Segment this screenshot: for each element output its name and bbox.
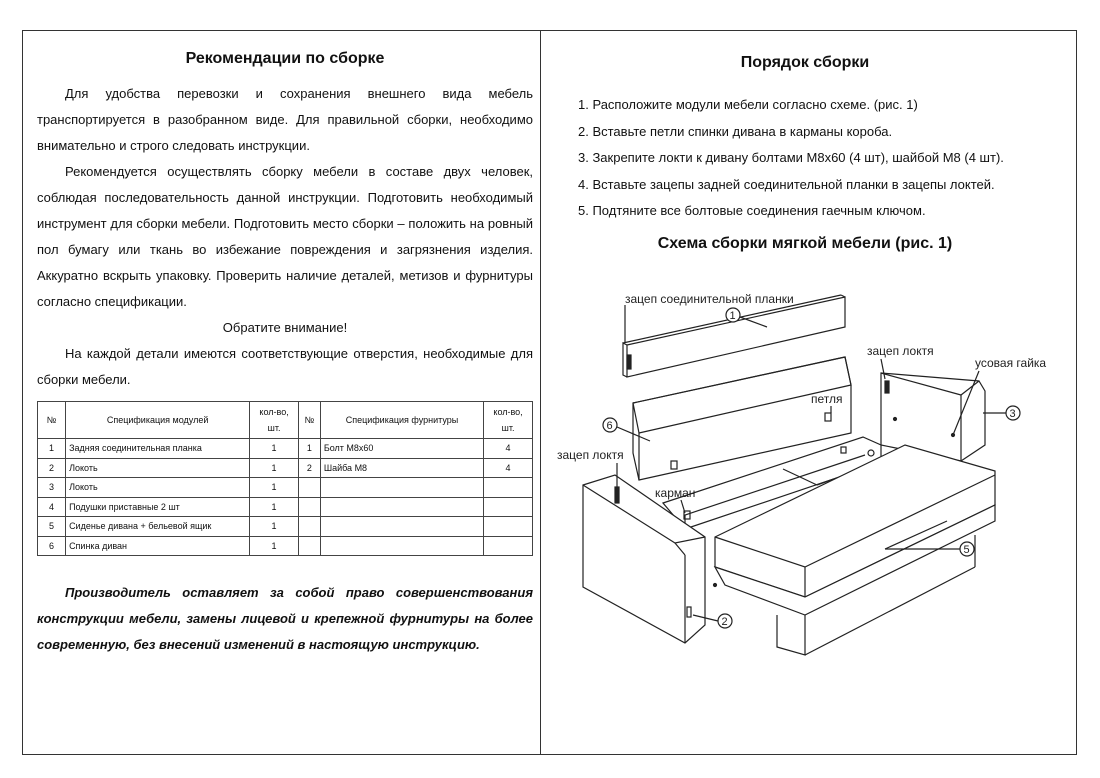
table-row [38,497,533,517]
specification-table [37,401,533,556]
nut-label: усовая гайка [975,356,1047,370]
table-cell: 1 [250,439,299,459]
right-armrest-part [881,373,985,461]
table-cell [320,536,483,556]
list-item: 5. Подтяните все болтовые соединения гаечным ключом. [578,203,926,218]
list-item: 4. Вставьте зацепы задней соединительной планки в зацепы локтей. [578,176,995,192]
callout-number: 5 [963,544,970,556]
assembly-scheme-title: Схема сборки мягкой мебели (рис. 1) [657,234,953,252]
table-cell [299,517,321,537]
attention-heading: Обратите внимание! [222,320,348,335]
table-cell [299,497,321,517]
callout-number: 3 [1009,408,1016,420]
assembly-order-title: Порядок сборки [740,54,870,71]
table-cell: 3 [38,478,66,498]
table-cell: Сиденье дивана + бельевой ящик [66,517,250,537]
table-header-cell: № [299,402,321,439]
table-cell: Болт М8х60 [320,439,483,459]
callout-number: 2 [721,616,728,628]
table-header-cell: кол-во, шт. [250,402,299,439]
manufacturer-note: Производитель оставляет за собой право совершенствования конструкции мебели, замены лицевой и крепежной фурнитуры на более современную, без внесений изменений в настоящую инструкцию. [37,585,533,652]
callout-number: 6 [606,420,613,432]
table-cell [484,517,533,537]
table-cell: Спинка диван [66,536,250,556]
recommendation-paragraph: Рекомендуется осуществлять сборку мебели в составе двух человек, соблюдая последовательность данной инструкции. Подготовить необходимый инструмент для сборки мебели. Подготовить место сборки – положить на ровный пол бумагу или ткань во избежание повреждения и загрязнения изделия. Аккуратно вскрыть упаковку. Проверить наличие деталей, метизов и фурнитуры согласно спецификации. [37,164,533,309]
table-cell: Шайба М8 [320,458,483,478]
plank-hook-label: зацеп соединительной планки [625,292,794,306]
table-cell [320,497,483,517]
table-cell: 4 [484,458,533,478]
table-cell [299,478,321,498]
table-cell: Локоть [66,458,250,478]
right-arm-hook-label: зацеп локтя [867,344,934,358]
table-cell [484,497,533,517]
table-cell [320,478,483,498]
table-cell: 1 [299,439,321,459]
list-item: 2. Вставьте петли спинки дивана в карманы короба. [578,123,893,139]
table-header-row [38,402,533,439]
list-item: 3. Закрепите локти к дивану болтами М8х60 (4 шт), шайбой М8 (4 шт). [578,150,1004,165]
pocket-label: карман [655,486,696,500]
left-arm-hook-label: зацеп локтя [557,448,624,462]
list-item: 1. Расположите модули мебели согласно схеме. (рис. 1) [578,97,918,112]
callout-number: 1 [729,310,736,322]
intro-paragraph: Для удобства перевозки и сохранения внешнего вида мебель транспортируется в разобранном виде. Для правильной сборки, необходимо внимательно и строго следовать инструкции. [37,86,533,153]
table-cell: 5 [38,517,66,537]
table-row [38,458,533,478]
table-header-cell: Спецификация фурнитуры [320,402,483,439]
table-header-cell: Спецификация модулей [66,402,250,439]
table-header-cell: кол-во, шт. [484,402,533,439]
table-cell [299,536,321,556]
right-column [560,54,1060,253]
table-cell: 1 [38,439,66,459]
sofa-assembly-diagram [555,285,1065,665]
table-cell: 1 [250,517,299,537]
table-row [38,439,533,459]
table-cell [484,478,533,498]
table-header-cell: № [38,402,66,439]
table-cell: Локоть [66,478,250,498]
column-divider [540,30,541,755]
loop-label: петля [811,392,843,406]
left-column [37,50,533,671]
table-cell: 1 [250,458,299,478]
table-row [38,517,533,537]
table-cell: 1 [250,478,299,498]
table-cell: 1 [250,536,299,556]
table-cell [320,517,483,537]
table-cell: Подушки приставные 2 шт [66,497,250,517]
table-cell: 2 [38,458,66,478]
table-cell: 6 [38,536,66,556]
table-cell: 1 [250,497,299,517]
table-cell [484,536,533,556]
holes-paragraph: На каждой детали имеются соответствующие отверстия, необходимые для сборки мебели. [37,346,533,387]
table-cell: 4 [484,439,533,459]
table-cell: 4 [38,497,66,517]
assembly-steps-list [560,92,1060,225]
table-cell: Задняя соединительная планка [66,439,250,459]
table-cell: 2 [299,458,321,478]
table-row [38,478,533,498]
assembly-recommendations-title: Рекомендации по сборке [185,50,385,67]
table-row [38,536,533,556]
